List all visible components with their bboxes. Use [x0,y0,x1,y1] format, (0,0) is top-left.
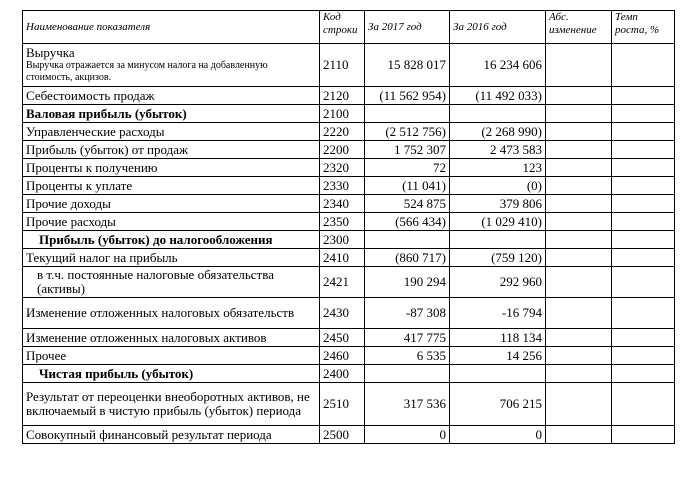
row-code: 2300 [320,231,365,249]
row-name: Выручка Выручка отражается за минусом налога на добавленную стоимость, акцизов. [23,44,320,87]
financial-results-table-wrapper [22,10,675,444]
table-row [23,141,675,159]
row-2017: (860 717) [365,249,450,267]
row-rate [612,177,675,195]
row-2017: 72 [365,159,450,177]
row-rate [612,213,675,231]
row-code: 2450 [320,329,365,347]
row-name: в т.ч. постоянные налоговые обязательства (активы) [23,267,320,298]
row-code: 2400 [320,365,365,383]
row-abs [546,267,612,298]
row-2016 [450,365,546,383]
row-rate [612,231,675,249]
header-growth-rate: Темп роста, % [612,11,675,44]
row-abs [546,141,612,159]
row-2016: 123 [450,159,546,177]
row-name: Прочие доходы [23,195,320,213]
row-abs [546,195,612,213]
row-code: 2110 [320,44,365,87]
row-code: 2421 [320,267,365,298]
row-abs [546,249,612,267]
table-row [23,87,675,105]
row-name: Прочие расходы [23,213,320,231]
table-row [23,123,675,141]
header-2017: За 2017 год [365,11,450,44]
row-code: 2220 [320,123,365,141]
row-abs [546,159,612,177]
row-code: 2330 [320,177,365,195]
table-row [23,249,675,267]
row-abs [546,44,612,87]
row-2017: 0 [365,426,450,444]
row-abs [546,87,612,105]
table-row [23,329,675,347]
row-2016: -16 794 [450,298,546,329]
row-2017: 317 536 [365,383,450,426]
row-2017 [365,105,450,123]
header-row [23,11,675,44]
row-rate [612,347,675,365]
row-code: 2430 [320,298,365,329]
financial-results-table [22,10,675,444]
row-2016: 14 256 [450,347,546,365]
row-rate [612,329,675,347]
row-name: Результат от переоценки внеоборотных активов, не включаемый в чистую прибыль (убыток) периода [23,383,320,426]
row-abs [546,329,612,347]
table-row [23,231,675,249]
table-row [23,195,675,213]
row-code: 2460 [320,347,365,365]
row-rate [612,87,675,105]
row-abs [546,105,612,123]
header-abs-change: Абс. изменение [546,11,612,44]
row-name: Прочее [23,347,320,365]
row-2016: 706 215 [450,383,546,426]
row-2017: (11 562 954) [365,87,450,105]
table-row [23,159,675,177]
row-rate [612,267,675,298]
row-name: Себестоимость продаж [23,87,320,105]
row-abs [546,347,612,365]
row-name: Прибыль (убыток) от продаж [23,141,320,159]
row-2016: 292 960 [450,267,546,298]
row-name: Проценты к получению [23,159,320,177]
row-2017: 524 875 [365,195,450,213]
row-code: 2120 [320,87,365,105]
table-row [23,267,675,298]
row-name: Валовая прибыль (убыток) [23,105,320,123]
row-name: Прибыль (убыток) до налогообложения [23,231,320,249]
row-rate [612,195,675,213]
row-abs [546,231,612,249]
row-abs [546,365,612,383]
row-2017: 1 752 307 [365,141,450,159]
row-2016: (1 029 410) [450,213,546,231]
row-rate [612,44,675,87]
row-abs [546,383,612,426]
row-abs [546,123,612,141]
row-2016: 379 806 [450,195,546,213]
table-row [23,44,675,87]
row-code: 2100 [320,105,365,123]
row-2016: (0) [450,177,546,195]
row-2017: (2 512 756) [365,123,450,141]
row-abs [546,213,612,231]
row-2016: (759 120) [450,249,546,267]
header-2016: За 2016 год [450,11,546,44]
row-rate [612,298,675,329]
table-row [23,298,675,329]
row-code: 2200 [320,141,365,159]
row-2016 [450,231,546,249]
row-code: 2510 [320,383,365,426]
table-row [23,347,675,365]
table-row [23,383,675,426]
row-abs [546,298,612,329]
row-code: 2350 [320,213,365,231]
row-abs [546,426,612,444]
row-name: Управленческие расходы [23,123,320,141]
row-rate [612,426,675,444]
row-rate [612,383,675,426]
row-rate [612,141,675,159]
row-name: Изменение отложенных налоговых активов [23,329,320,347]
row-name: Текущий налог на прибыль [23,249,320,267]
row-2016: 16 234 606 [450,44,546,87]
row-name: Чистая прибыль (убыток) [23,365,320,383]
table-row [23,426,675,444]
row-code: 2500 [320,426,365,444]
table-row [23,365,675,383]
row-2017 [365,365,450,383]
row-2016 [450,105,546,123]
row-2016: 118 134 [450,329,546,347]
table-row [23,105,675,123]
row-name: Изменение отложенных налоговых обязательств [23,298,320,329]
row-2016: (11 492 033) [450,87,546,105]
row-2016: (2 268 990) [450,123,546,141]
row-2017: 190 294 [365,267,450,298]
row-2017 [365,231,450,249]
row-rate [612,105,675,123]
row-2017: (566 434) [365,213,450,231]
row-abs [546,177,612,195]
header-name: Наименование показателя [23,11,320,44]
row-2017: -87 308 [365,298,450,329]
row-name: Совокупный финансовый результат периода [23,426,320,444]
row-code: 2410 [320,249,365,267]
row-name: Проценты к уплате [23,177,320,195]
row-2017: 417 775 [365,329,450,347]
row-2016: 0 [450,426,546,444]
row-rate [612,123,675,141]
revenue-note: Выручка отражается за минусом налога на добавленную стоимость, акцизов. [26,60,268,83]
header-code: Код строки [320,11,365,44]
row-rate [612,249,675,267]
row-rate [612,365,675,383]
row-code: 2340 [320,195,365,213]
row-2017: (11 041) [365,177,450,195]
row-2017: 6 535 [365,347,450,365]
table-row [23,177,675,195]
row-2016: 2 473 583 [450,141,546,159]
row-rate [612,159,675,177]
row-2017: 15 828 017 [365,44,450,87]
row-code: 2320 [320,159,365,177]
table-row [23,213,675,231]
